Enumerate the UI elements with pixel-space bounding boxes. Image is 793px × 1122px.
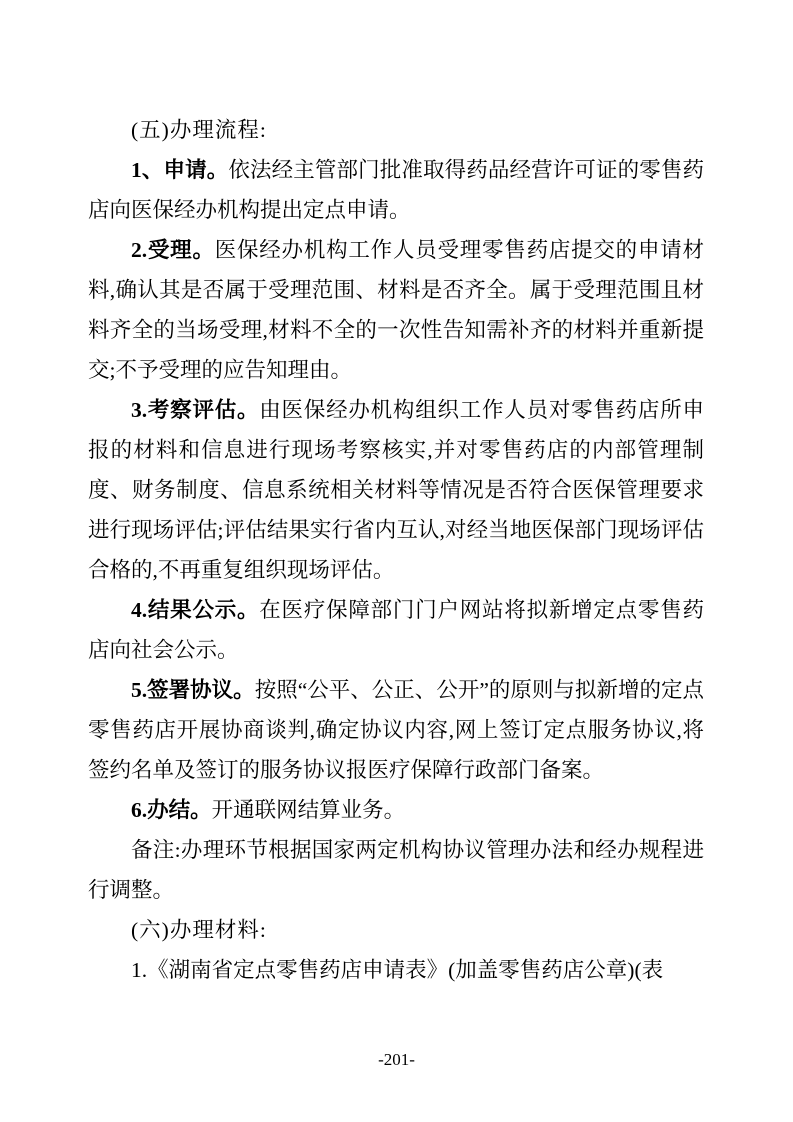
page-number: -201- [378, 1050, 415, 1069]
paragraph-text: 在医疗保障部门门户网站将拟新增定点零售药店向社会公示。 [88, 598, 704, 662]
step-label: 2.受理。 [131, 238, 215, 262]
paragraph-text: 依法经主管部门批准取得药品经营许可证的零售药店向医保经办机构提出定点申请。 [88, 158, 704, 222]
step-label: 4.结果公示。 [131, 598, 260, 622]
paragraph-step-6-complete [88, 790, 704, 830]
paragraph-text: 由医保经办机构组织工作人员对零售药店所申报的材料和信息进行现场考察核实,并对零售药店的内部管理制度、财务制度、信息系统相关材料等情况是否符合医保管理要求进行现场评估;评估结果实行省内互认,对经当地医保部门现场评估合格的,不再重复组织现场评估。 [88, 398, 704, 582]
step-label: 6.办结。 [131, 798, 212, 822]
step-label: 5.签署协议。 [131, 678, 255, 702]
paragraph-text: 1.《湖南省定点零售药店申请表》(加盖零售药店公章)(表 [131, 958, 664, 982]
paragraph-material-1 [88, 950, 704, 990]
paragraph-step-3-evaluate [88, 390, 704, 590]
document-body [88, 110, 704, 990]
paragraph-text: 开通联网结算业务。 [211, 798, 406, 822]
paragraph-remark [88, 830, 704, 910]
paragraph-step-2-accept [88, 230, 704, 390]
paragraph-text: 备注:办理环节根据国家两定机构协议管理办法和经办规程进行调整。 [88, 838, 704, 902]
step-label: 3.考察评估。 [131, 398, 260, 422]
section-heading-materials: (六)办理材料: [131, 918, 267, 942]
paragraph-step-5-sign-agreement [88, 670, 704, 790]
step-label: 1、申请。 [131, 158, 229, 182]
paragraph-step-1-apply [88, 150, 704, 230]
paragraph-text: 医保经办机构工作人员受理零售药店提交的申请材料,确认其是否属于受理范围、材料是否齐全。属于受理范围且材料齐全的当场受理,材料不全的一次性告知需补齐的材料并重新提交;不予受理的应告知理由。 [88, 238, 704, 382]
paragraph-step-4-publicize [88, 590, 704, 670]
section-heading-process: (五)办理流程: [131, 118, 267, 142]
paragraph-text: 按照“公平、公正、公开”的原则与拟新增的定点零售药店开展协商谈判,确定协议内容,网上签订定点服务协议,将签约名单及签订的服务协议报医疗保障行政部门备案。 [88, 678, 704, 782]
